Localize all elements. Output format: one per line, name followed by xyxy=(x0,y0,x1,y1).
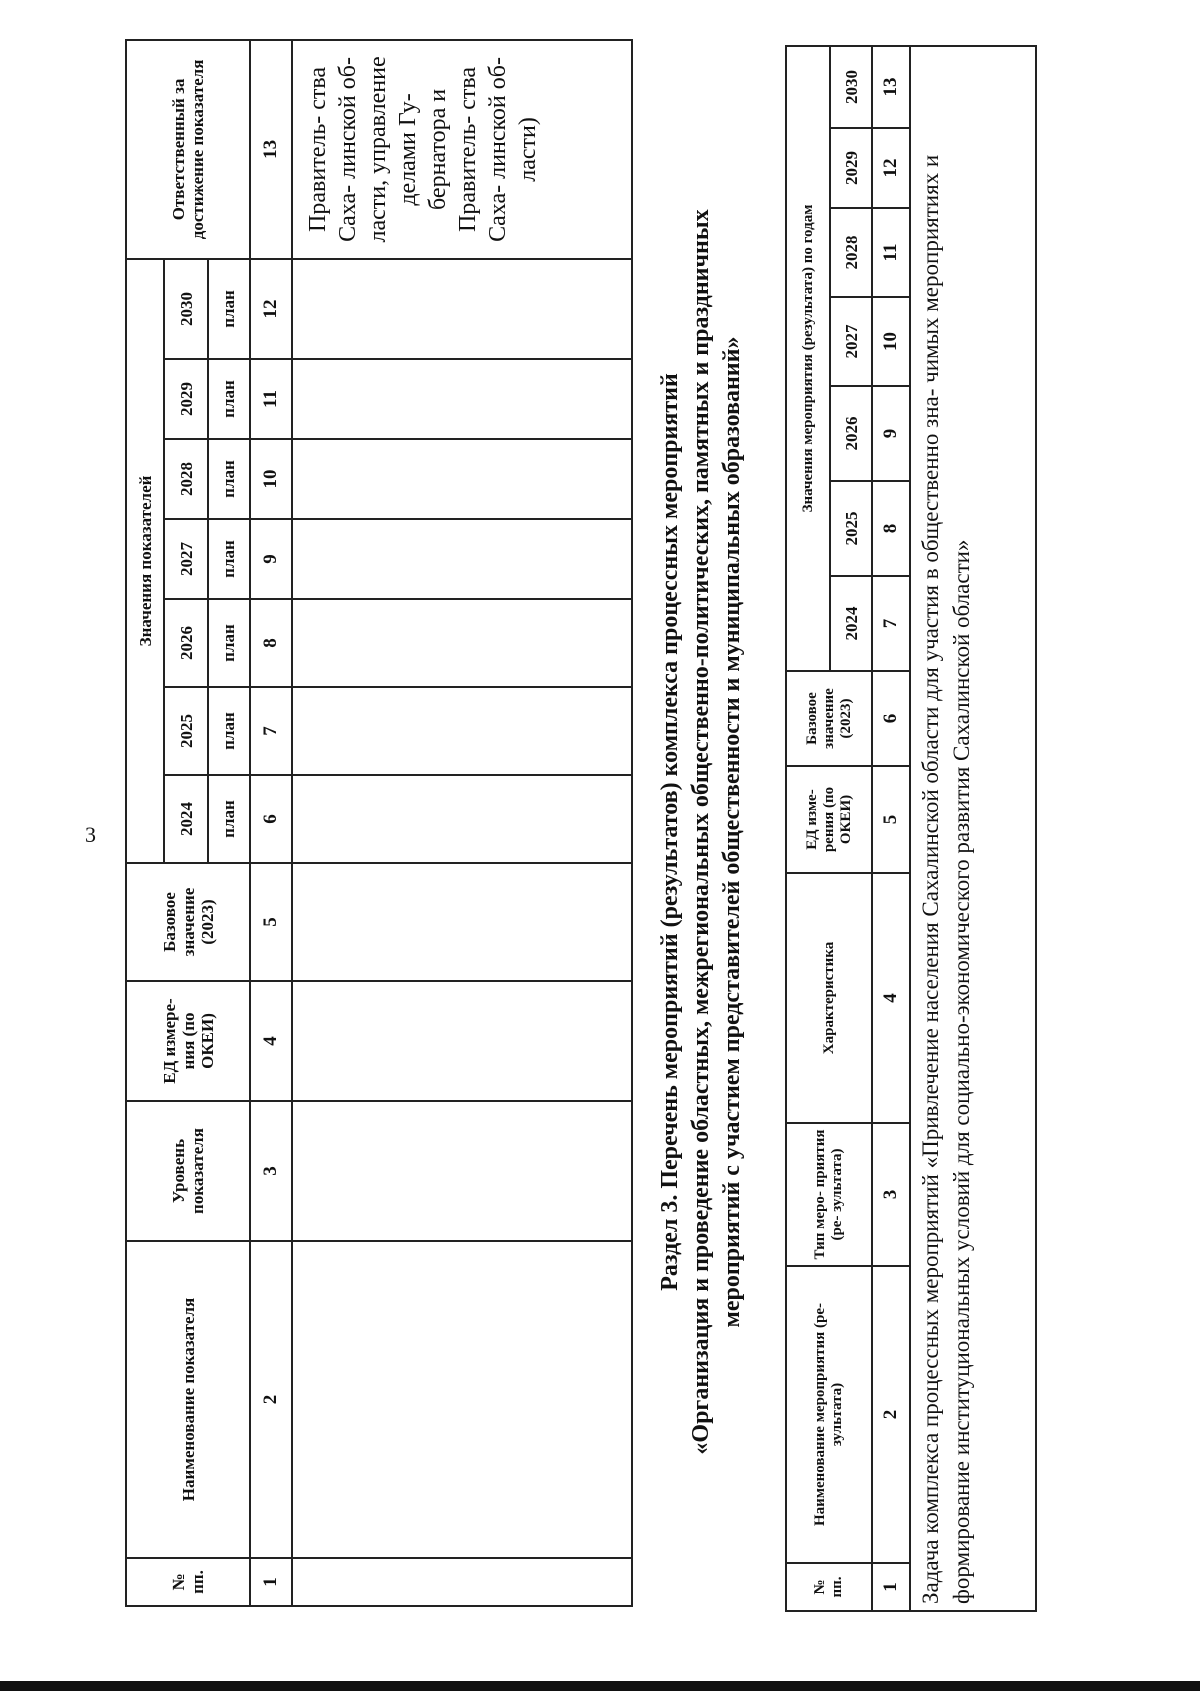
header-characteristic: Характеристика xyxy=(786,873,872,1123)
year-cell: 2026 xyxy=(830,386,872,481)
table-cell xyxy=(292,599,632,687)
plan-cell: план xyxy=(208,687,250,775)
scan-edge xyxy=(0,1681,1200,1691)
plan-cell: план xyxy=(208,359,250,439)
table-cell xyxy=(292,775,632,863)
indicators-table xyxy=(125,39,633,1607)
plan-cell: план xyxy=(208,519,250,599)
table-cell xyxy=(292,359,632,439)
header-measure-type: Тип меро- приятия (ре- зультата) xyxy=(786,1123,872,1266)
rotated-content xyxy=(0,32,1100,1642)
col-number: 5 xyxy=(872,766,910,873)
col-number: 7 xyxy=(872,576,910,671)
year-cell: 2027 xyxy=(830,297,872,386)
page-number: 3 xyxy=(85,822,96,847)
year-cell: 2030 xyxy=(830,46,872,128)
col-number: 10 xyxy=(250,439,292,519)
section-title xyxy=(655,52,748,1612)
header-base-value: Базовое значение (2023) xyxy=(126,863,250,981)
col-number: 6 xyxy=(250,775,292,863)
col-number: 12 xyxy=(250,259,292,359)
section-title-line2: «Организация и проведение областных, межрегиональных общественно-политических, памятных и праздничных xyxy=(688,209,714,1455)
table-cell xyxy=(292,1241,632,1558)
plan-cell: план xyxy=(208,775,250,863)
header-num: № пп. xyxy=(126,1558,250,1606)
task-row: Задача комплекса процессных мероприятий «Привлечение населения Сахалинской области для участия в общественно зна- чимых мероприятиях и формирование институциональных условий для социально-экономического развития Сахалинской области» xyxy=(910,46,1036,1611)
table-cell xyxy=(292,687,632,775)
year-cell: 2025 xyxy=(830,481,872,576)
header-base-value: Базовое значение (2023) xyxy=(786,671,872,766)
col-number: 5 xyxy=(250,863,292,981)
year-cell: 2030 xyxy=(164,259,208,359)
header-indicator-name: Наименование показателя xyxy=(126,1241,250,1558)
col-number: 2 xyxy=(250,1241,292,1558)
table-cell xyxy=(292,863,632,981)
col-number: 9 xyxy=(872,386,910,481)
plan-cell: план xyxy=(208,439,250,519)
col-number: 10 xyxy=(872,297,910,386)
col-number: 3 xyxy=(250,1101,292,1241)
year-cell: 2028 xyxy=(830,208,872,297)
year-cell: 2027 xyxy=(164,519,208,599)
col-number: 4 xyxy=(250,981,292,1101)
col-number: 3 xyxy=(872,1123,910,1266)
plan-cell: план xyxy=(208,599,250,687)
header-num: № пп. xyxy=(786,1563,872,1611)
responsible-cell: Правитель- ства Саха- линской об- ласти, управление делами Гу- бернатора и Правитель- ства Саха- линской об- ласти) xyxy=(292,40,632,259)
col-number: 2 xyxy=(872,1266,910,1563)
year-cell: 2026 xyxy=(164,599,208,687)
year-cell: 2024 xyxy=(164,775,208,863)
header-measure-name: Наименование мероприятия (ре- зультата) xyxy=(786,1266,872,1563)
year-cell: 2024 xyxy=(830,576,872,671)
section-title-line3: мероприятий с участием представителей общественности и муниципальных образований» xyxy=(719,336,745,1328)
col-number: 7 xyxy=(250,687,292,775)
col-number: 13 xyxy=(872,46,910,128)
col-number: 8 xyxy=(250,599,292,687)
header-values: Значения показателей xyxy=(126,259,164,863)
table-cell xyxy=(292,1558,632,1606)
col-number: 1 xyxy=(872,1563,910,1611)
section-title-line1: Раздел 3. Перечень мероприятий (результатов) комплекса процессных мероприятий xyxy=(657,373,683,1291)
col-number: 9 xyxy=(250,519,292,599)
col-number: 4 xyxy=(872,873,910,1123)
table-cell xyxy=(292,519,632,599)
col-number: 13 xyxy=(250,40,292,259)
measures-table xyxy=(785,45,1037,1612)
table-cell xyxy=(292,259,632,359)
header-level: Уровень показателя xyxy=(126,1101,250,1241)
col-number: 11 xyxy=(250,359,292,439)
year-cell: 2028 xyxy=(164,439,208,519)
col-number: 6 xyxy=(872,671,910,766)
col-number: 1 xyxy=(250,1558,292,1606)
table-cell xyxy=(292,981,632,1101)
col-number: 8 xyxy=(872,481,910,576)
col-number: 12 xyxy=(872,128,910,208)
table-cell xyxy=(292,1101,632,1241)
header-unit: ЕД изме- рения (по ОКЕИ) xyxy=(786,766,872,873)
plan-cell: план xyxy=(208,259,250,359)
header-unit: ЕД измере- ния (по ОКЕИ) xyxy=(126,981,250,1101)
col-number: 11 xyxy=(872,208,910,297)
year-cell: 2029 xyxy=(830,128,872,208)
year-cell: 2025 xyxy=(164,687,208,775)
header-responsible: Ответственный за достижение показателя xyxy=(126,40,250,259)
header-values-by-year: Значения мероприятия (результата) по годам xyxy=(786,46,830,671)
table-cell xyxy=(292,439,632,519)
year-cell: 2029 xyxy=(164,359,208,439)
